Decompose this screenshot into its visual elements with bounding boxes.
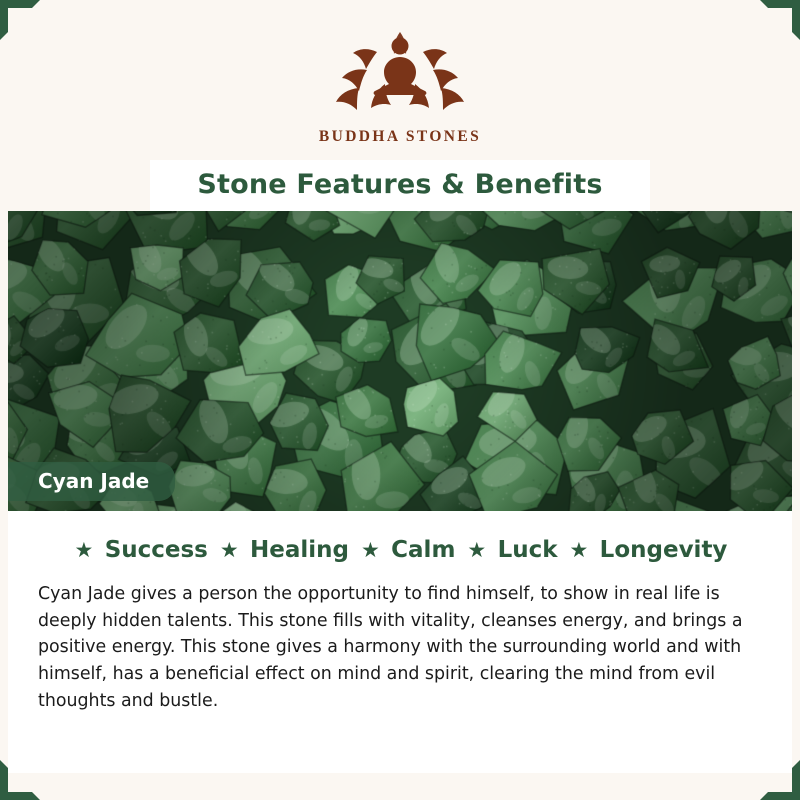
keyword-healing: Healing (250, 537, 358, 563)
star-icon: ★ (569, 538, 596, 562)
star-icon: ★ (467, 538, 494, 562)
page-title: Stone Features & Benefits (197, 169, 603, 200)
body-area (8, 511, 792, 773)
keyword-luck: Luck (497, 537, 566, 563)
description-text: Cyan Jade gives a person the opportunity to find himself, to show in real life is deeply hidden talents. This stone fills with vitality, cleanses energy, and brings a positive energy. This stone gives a harmony with the surrounding world and with himself, has a beneficial effect on mind and spirit, clearing the mind from evil thoughts and bustle. (38, 584, 743, 711)
title-banner (150, 160, 650, 211)
keyword-list (38, 537, 762, 563)
keyword-calm: Calm (391, 537, 464, 563)
brand-logo-block (8, 8, 792, 146)
keyword-success: Success (104, 537, 216, 563)
stone-photo (8, 211, 792, 511)
brand-name: BUDDHA STONES (318, 128, 482, 145)
star-icon: ★ (361, 538, 388, 562)
star-icon: ★ (219, 538, 247, 562)
lotus-meditation-figure-icon (315, 26, 485, 122)
photo-caption: Cyan Jade (8, 462, 175, 501)
keyword-longevity: Longevity (599, 537, 728, 563)
content-frame (8, 8, 792, 792)
star-icon: ★ (74, 538, 101, 562)
